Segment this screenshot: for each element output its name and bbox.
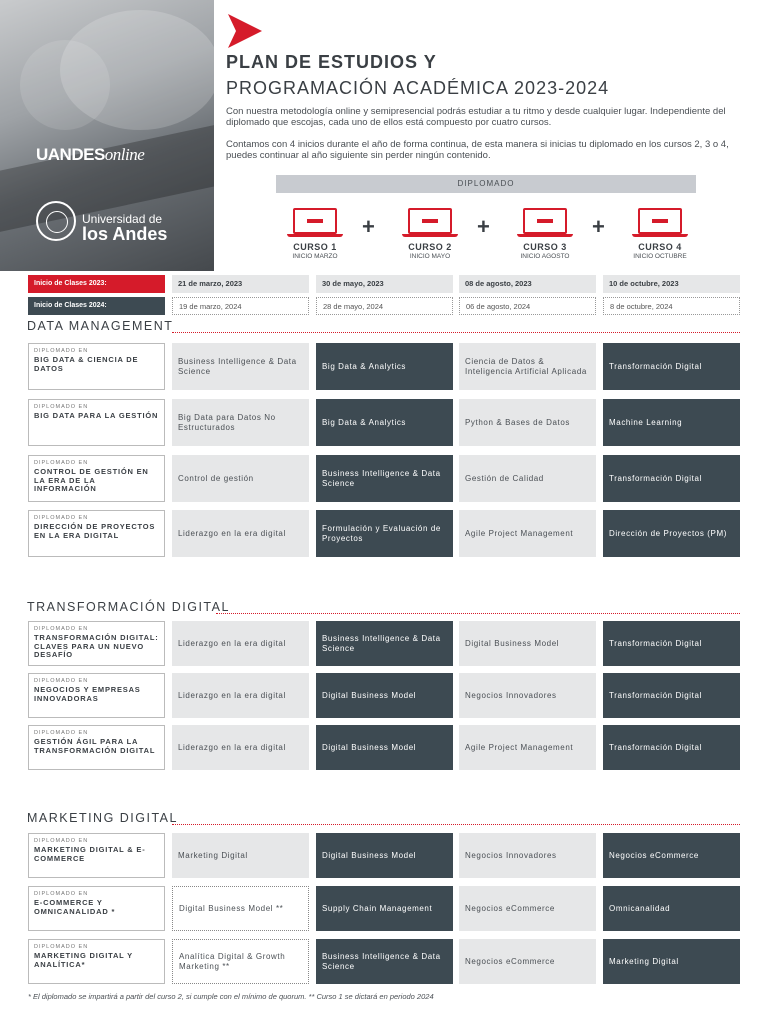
course-cell: Transformación Digital (603, 455, 740, 502)
diplomado-name: MARKETING DIGITAL Y ANALÍTICA* (34, 951, 133, 969)
course-cell: Formulación y Evaluación de Proyectos (316, 510, 453, 557)
footnote: * El diplomado se impartirá a partir del curso 2, si cumple con el mínimo de quorum. ** Curso 1 se dictará en periodo 2024 (28, 992, 434, 1001)
course-cell: Negocios eCommerce (603, 833, 740, 878)
course-cell: Digital Business Model (459, 621, 596, 666)
course-name: CURSO 4 (638, 242, 682, 252)
course-cell: Negocios Innovadores (459, 833, 596, 878)
diplomado-en-label: DIPLOMADO EN (34, 730, 89, 736)
course-cell: Negocios Innovadores (459, 673, 596, 718)
laptop-icon (517, 208, 573, 238)
section-divider (172, 824, 740, 825)
diplomado-en-label: DIPLOMADO EN (34, 626, 89, 632)
intro-paragraph-1: Con nuestra metodología online y semipresencial podrás estudiar a tu ritmo y desde cualquier lugar. Independiente del diplomado que escojas, cada uno de ellos está compuesto por cuatro cursos. (226, 106, 726, 128)
laptop-icon (287, 208, 343, 238)
chevron-right-icon (226, 12, 264, 50)
diplomado-name: NEGOCIOS Y EMPRESAS INNOVADORAS (34, 685, 141, 703)
photo-highlight-2 (20, 40, 110, 130)
plus-icon: + (477, 214, 490, 239)
course-cell: Agile Project Management (459, 510, 596, 557)
hero-photo (0, 0, 214, 271)
diplomado-name-box (28, 510, 165, 557)
diplomado-name-box (28, 725, 165, 770)
diplomado-name-box (28, 455, 165, 502)
diplomado-name: TRANSFORMACIÓN DIGITAL: CLAVES PARA UN NUEVO DESAFÍO (34, 633, 159, 659)
diplomado-name: MARKETING DIGITAL & E-COMMERCE (34, 845, 146, 863)
diplomado-en-label: DIPLOMADO EN (34, 348, 89, 354)
diplomado-name-box (28, 939, 165, 984)
laptop-icon (632, 208, 688, 238)
course-cell: Liderazgo en la era digital (172, 621, 309, 666)
course-cell: Digital Business Model (316, 673, 453, 718)
diplomado-name: GESTIÓN ÁGIL PARA LA TRANSFORMACIÓN DIGITAL (34, 737, 156, 755)
diplomado-en-label: DIPLOMADO EN (34, 515, 89, 521)
diplomado-name-box (28, 833, 165, 878)
course-cell: Analítica Digital & Growth Marketing ** (172, 939, 309, 984)
course-cell: Business Intelligence & Data Science (172, 343, 309, 390)
course-cell: Control de gestión (172, 455, 309, 502)
course-cell: Marketing Digital (603, 939, 740, 984)
diplomado-name: DIRECCIÓN DE PROYECTOS EN LA ERA DIGITAL (34, 522, 156, 540)
course-name: CURSO 1 (293, 242, 337, 252)
diplomado-name-box (28, 886, 165, 931)
start-label-2023: Inicio de Clases 2023: (28, 275, 165, 293)
diplomado-en-label: DIPLOMADO EN (34, 944, 89, 950)
course-cell: Digital Business Model (316, 833, 453, 878)
university-seal-icon (36, 201, 76, 241)
course-1 (270, 208, 360, 260)
course-cell: Machine Learning (603, 399, 740, 446)
course-cell: Digital Business Model ** (172, 886, 309, 931)
start-date-2023: 08 de agosto, 2023 (459, 275, 596, 293)
diplomado-name: E-COMMERCE Y OMNICANALIDAD * (34, 898, 116, 916)
start-date-2024: 8 de octubre, 2024 (603, 297, 740, 315)
course-cell: Business Intelligence & Data Science (316, 455, 453, 502)
diplomado-en-label: DIPLOMADO EN (34, 678, 89, 684)
course-2 (385, 208, 475, 260)
university-name-line1: Universidad de (82, 212, 163, 226)
course-cell: Liderazgo en la era digital (172, 510, 309, 557)
diplomado-name-box (28, 673, 165, 718)
diplomado-name-box (28, 399, 165, 446)
section-divider (172, 332, 740, 333)
course-cell: Negocios eCommerce (459, 939, 596, 984)
course-cell: Liderazgo en la era digital (172, 673, 309, 718)
uandes-online-logo: UANDESonline (36, 145, 145, 164)
course-cell: Agile Project Management (459, 725, 596, 770)
diplomado-name: CONTROL DE GESTIÓN EN LA ERA DE LA INFORMACIÓN (34, 467, 149, 493)
start-date-2023: 21 de marzo, 2023 (172, 275, 309, 293)
course-cell: Python & Bases de Datos (459, 399, 596, 446)
course-cell: Supply Chain Management (316, 886, 453, 931)
course-start: INICIO OCTUBRE (633, 253, 687, 260)
section-divider (216, 613, 740, 614)
plus-icon: + (592, 214, 605, 239)
course-cell: Digital Business Model (316, 725, 453, 770)
page-subtitle: PROGRAMACIÓN ACADÉMICA 2023-2024 (226, 78, 610, 98)
start-date-2024: 28 de mayo, 2024 (316, 297, 453, 315)
plus-icon: + (362, 214, 375, 239)
course-cell: Omnicanalidad (603, 886, 740, 931)
course-start: INICIO MAYO (409, 253, 451, 260)
course-cell: Transformación Digital (603, 725, 740, 770)
course-cell: Dirección de Proyectos (PM) (603, 510, 740, 557)
course-3 (500, 208, 590, 260)
course-cell: Big Data & Analytics (316, 399, 453, 446)
course-cell: Transformación Digital (603, 673, 740, 718)
start-date-2024: 06 de agosto, 2024 (459, 297, 596, 315)
diplomado-name-box (28, 621, 165, 666)
course-cell: Liderazgo en la era digital (172, 725, 309, 770)
page-title: PLAN DE ESTUDIOS Y (226, 52, 437, 72)
section-title: TRANSFORMACIÓN DIGITAL (27, 600, 230, 614)
section-title: MARKETING DIGITAL (27, 811, 178, 825)
course-cell: Big Data & Analytics (316, 343, 453, 390)
start-date-2023: 30 de mayo, 2023 (316, 275, 453, 293)
laptop-icon (402, 208, 458, 238)
course-cell: Transformación Digital (603, 621, 740, 666)
diplomado-name-box (28, 343, 165, 390)
start-date-2024: 19 de marzo, 2024 (172, 297, 309, 315)
course-cell: Ciencia de Datos & Inteligencia Artificial Aplicada (459, 343, 596, 390)
section-title: DATA MANAGEMENT (27, 319, 174, 333)
diplomado-en-label: DIPLOMADO EN (34, 891, 89, 897)
course-name: CURSO 3 (523, 242, 567, 252)
diplomado-en-label: DIPLOMADO EN (34, 404, 89, 410)
course-start: INICIO MARZO (292, 253, 338, 260)
course-cell: Transformación Digital (603, 343, 740, 390)
course-start: INICIO AGOSTO (520, 253, 570, 260)
course-cell: Business Intelligence & Data Science (316, 621, 453, 666)
course-name: CURSO 2 (408, 242, 452, 252)
start-date-2023: 10 de octubre, 2023 (603, 275, 740, 293)
intro-paragraph-2: Contamos con 4 inicios durante el año de forma continua, de esta manera si inicias tu diplomado en los cursos 2, 3 o 4, puedes continuar al año siguiente sin perder ningún contenido. (226, 139, 729, 161)
course-cell: Big Data para Datos No Estructurados (172, 399, 309, 446)
course-cell: Business Intelligence & Data Science (316, 939, 453, 984)
university-name-line2: los Andes (82, 224, 168, 244)
diplomado-en-label: DIPLOMADO EN (34, 838, 89, 844)
start-label-2024: Inicio de Clases 2024: (28, 297, 165, 315)
course-cell: Gestión de Calidad (459, 455, 596, 502)
diplomado-en-label: DIPLOMADO EN (34, 460, 89, 466)
diplomado-name: BIG DATA & CIENCIA DE DATOS (34, 355, 139, 373)
course-cell: Negocios eCommerce (459, 886, 596, 931)
diplomado-bar: DIPLOMADO (276, 175, 696, 193)
course-cell: Marketing Digital (172, 833, 309, 878)
course-4 (615, 208, 705, 260)
diplomado-name: BIG DATA PARA LA GESTIÓN (34, 411, 159, 420)
